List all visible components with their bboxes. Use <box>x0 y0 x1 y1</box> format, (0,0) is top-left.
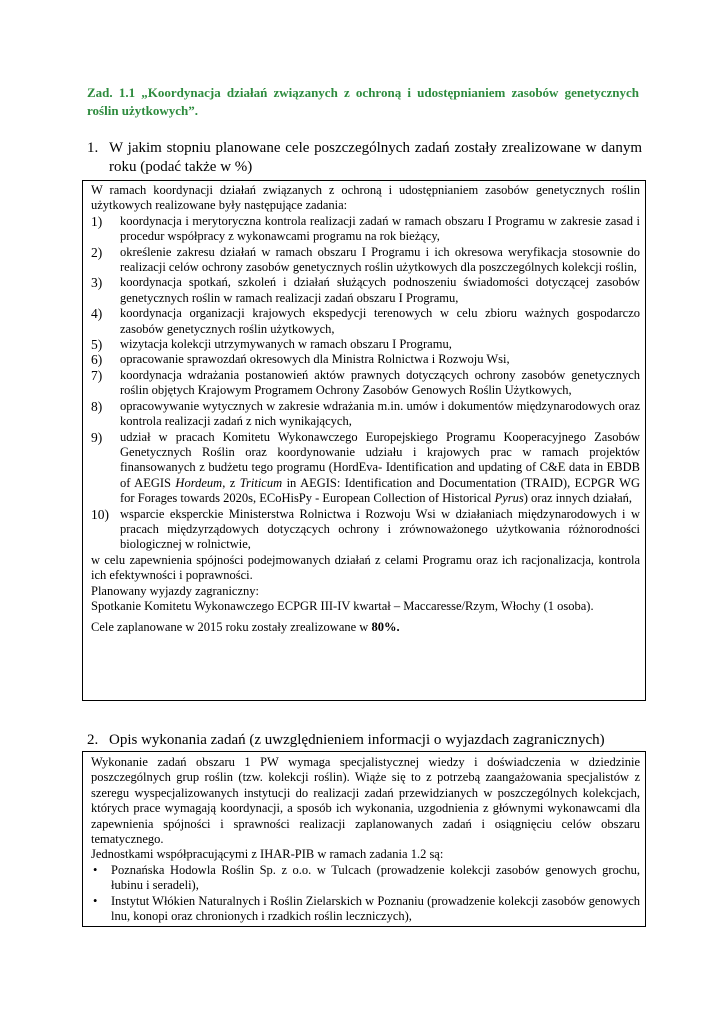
task-heading: Zad. 1.1 „Koordynacja działań związanych z ochroną i udostępnianiem zasobów genetycznych roślin użytkowych”. <box>87 85 639 118</box>
question-2-text: Opis wykonania zadań (z uwzględnieniem informacji o wyjazdach zagranicznych) <box>109 732 605 748</box>
task-item-text-part: ) oraz innych działań, <box>523 491 633 506</box>
task-item-text-part: in AEGIS: Identification and Documentation (TRAID), ECPGR WG for Forages towards 2020s, ECoHisPy - European Collection of Historical <box>120 475 640 506</box>
latin-name: Triticum <box>239 475 283 490</box>
task-item-text: koordynacja organizacji krajowych ekspedycji terenowych w celu zbioru ważnych gospodarczo zasobów genetycznych roślin użytkowych, <box>120 306 640 336</box>
unit-text: Instytut Włókien Naturalnych i Roślin Zielarskich w Poznaniu (prowadzenie kolekcji zasobów genowych lnu, konopi oraz chronionych i rzadkich roślin leczniczych), <box>111 893 640 924</box>
question-2 <box>87 731 642 750</box>
task-item-text: opracowanie sprawozdań okresowych dla Ministra Rolnictwa i Rozwoju Wsi, <box>120 352 510 367</box>
task-item-9 <box>91 430 640 507</box>
units-list <box>91 863 640 925</box>
task-item-text: określenie zakresu działań w ramach obszaru I Programu i ich okresowa weryfikacja stosownie do realizacji celów ochrony zasobów genetycznych roślin użytkowych dla poszczególnych kolekcji roślin, <box>120 244 640 275</box>
task-item-4 <box>91 306 640 337</box>
task-item-number: 9) <box>91 429 103 445</box>
question-1 <box>87 139 642 177</box>
latin-name: Pyrus <box>494 491 524 506</box>
task-item-2 <box>91 245 640 276</box>
unit-text: Poznańska Hodowla Roślin Sp. z o.o. w Tulcach (prowadzenie kolekcji zasobów genowych grochu, łubinu i seradeli), <box>111 862 640 893</box>
task-item-text: wsparcie eksperckie Ministerstwa Rolnictwa i Rozwoju Wsi w działaniach międzynarodowych i w pracach międzyrządowych dotyczących ochrony i zrównoważonego użytkowania różnorodności biologicznej w rolnictwie, <box>120 506 640 552</box>
task-item-7 <box>91 368 640 399</box>
task-item-text: koordynacja i merytoryczna kontrola realizacji zadań w ramach obszaru I Programu w zakresie zasad i procedur współpracy z wykonawcami programu na rok bieżący, <box>120 213 640 244</box>
task-item-text-part: , z <box>222 475 240 490</box>
unit-item <box>91 863 640 894</box>
task-item-1 <box>91 214 640 245</box>
bullet-icon: • <box>93 893 98 908</box>
bullet-icon: • <box>93 862 98 877</box>
task-item-text: koordynacja spotkań, szkoleń i działań służących podnoszeniu świadomości dotyczącej zasobów genetycznych roślin w ramach realizacji zadań obszaru I Programu, <box>120 275 640 305</box>
answer-box-2 <box>82 751 646 927</box>
result-percent: 80%. <box>371 620 400 635</box>
latin-name: Hordeum <box>175 475 223 490</box>
question-1-text: W jakim stopniu planowane cele poszczególnych zadań zostały zrealizowane w danym roku (podać także w %) <box>109 140 642 175</box>
task-item-text: opracowywanie wytycznych w zakresie wdrażania m.in. umów i dokumentów międzynarodowych oraz kontrola realizacji zadań z nich wynikających, <box>120 398 640 429</box>
task-item-text: wizytacja kolekcji utrzymywanych w ramach obszaru I Programu, <box>120 337 452 352</box>
question-1-number: 1. <box>87 140 99 156</box>
task-item-number: 3) <box>91 275 103 291</box>
task-list <box>91 214 640 553</box>
task-item-number: 5) <box>91 337 103 353</box>
question-2-number: 2. <box>87 732 99 748</box>
task-item-number: 7) <box>91 367 103 383</box>
task-item-text: koordynacja wdrażania postanowień aktów prawnych dotyczących ochrony zasobów genetycznych roślin objętych Krajowym Programem Ochrony Zasobów Genowych Roślin Użytkowych, <box>120 367 640 398</box>
task-item-6 <box>91 352 640 367</box>
unit-item <box>91 894 640 925</box>
task-item-number: 10) <box>91 506 109 522</box>
task-item-number: 6) <box>91 352 103 368</box>
planned-trip: Spotkanie Komitetu Wykonawczego ECPGR III-IV kwartał – Maccaresse/Rzym, Włochy (1 osoba). <box>91 598 594 613</box>
purpose-text: w celu zapewnienia spójności podejmowanych działań z celami Programu oraz ich racjonalizacja, kontrola ich efektywności i poprawności. <box>91 552 640 583</box>
task-item-number: 4) <box>91 306 103 322</box>
result-line <box>91 620 640 635</box>
task-item-8 <box>91 399 640 430</box>
result-text: Cele zaplanowane w 2015 roku zostały zrealizowane w <box>91 620 372 635</box>
units-label: Jednostkami współpracującymi z IHAR-PIB w ramach zadania 1.2 są: <box>91 847 444 862</box>
task-item-number: 8) <box>91 398 103 414</box>
task-item-number: 2) <box>91 244 103 260</box>
task-item-text-part: udział w pracach Komitetu Wykonawczego Europejskiego Programu Kooperacyjnego Zasobów Genetycznych Roślin oraz koordynowanie udziału i krajowych prac w ramach projektów finansowanych z budżetu tego programu (HordEva- Identification and updating of C&E data in EBDB of AEGIS <box>120 429 640 490</box>
answer-box-1 <box>82 180 646 701</box>
box2-paragraph: Wykonanie zadań obszaru 1 PW wymaga specjalistycznej wiedzy i doświadczenia w dziedzinie poszczególnych grup roślin (tzw. kolekcji roślin). Wiąże się to z potrzebą zaangażowania specjalistów z szeregu wyspecjalizowanych instytucji do realizacji zadań przewidzianych w poszczególnych kolekcjach, których prace wymagają koordynacji, a sposób ich wykonania, uzgodnienia z głównymi wykonawcami dla zapewnienia spójności i sprawności realizacji zaplanowanych zadań i osiągnięciu celów obszaru tematycznego. <box>91 755 640 847</box>
planned-trips-label: Planowany wyjazdy zagraniczny: <box>91 583 259 598</box>
task-item-5 <box>91 337 640 352</box>
task-item-3 <box>91 275 640 306</box>
task-item-number: 1) <box>91 213 103 229</box>
task-item-10 <box>91 507 640 553</box>
box1-intro: W ramach koordynacji działań związanych z ochroną i udostępnianiem zasobów genetycznych roślin użytkowych realizowane były następujące zadania: <box>91 183 640 213</box>
